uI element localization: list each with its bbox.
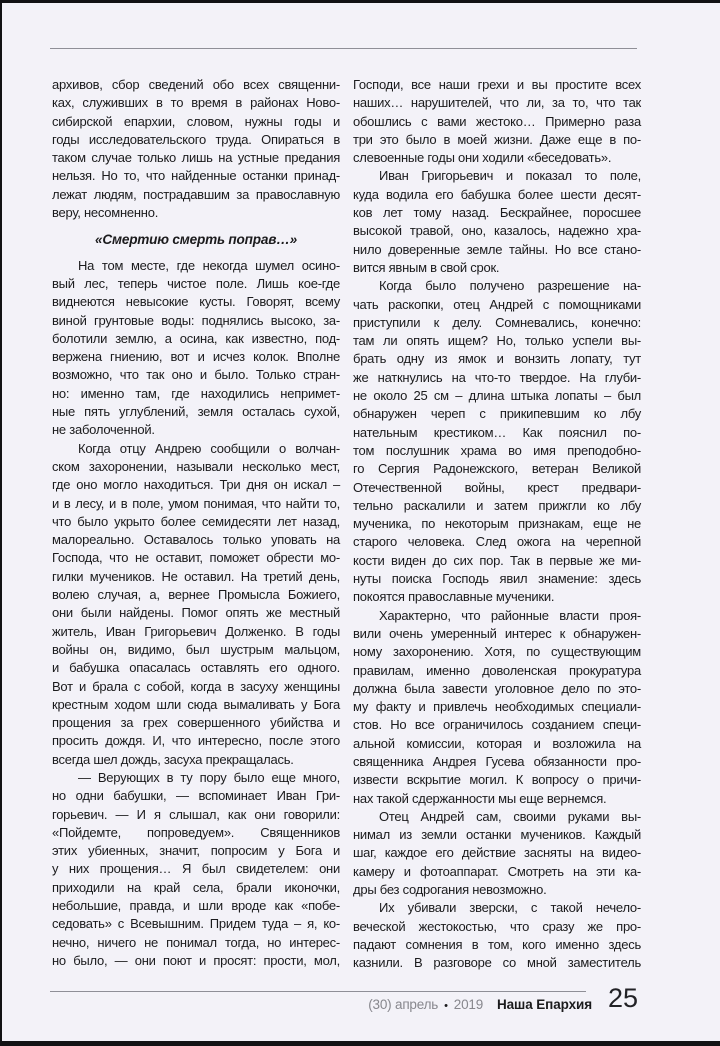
text-line: нечно, ничего не понимал тогда, но интерес-: [52, 934, 340, 950]
text-line: том послушник храма во имя преподобно-: [353, 442, 641, 458]
text-line: же наткнулись на что-то твердое. На глуби-: [353, 369, 641, 385]
text-line: три это было в моей жизни. Даже еще в по-: [353, 131, 641, 147]
text-line: и бабушка опасалась оставлять его одного.: [52, 660, 340, 676]
text-line: брать одну из ямок и вонзить лопату, тут: [353, 351, 641, 367]
text-line: возможно, что так оно и было. Только стран-: [52, 367, 340, 383]
text-line: ках, служивших в то время в районах Ново-: [52, 95, 340, 111]
text-line: нах такой сдержанности мы еще вернемся.: [353, 790, 607, 806]
text-line: войны он, видимо, был шустрым мальцом,: [52, 641, 340, 657]
text-line: болотили землю, а осина, как известно, под-: [52, 330, 340, 346]
paragraph: [353, 899, 641, 972]
text-line: и в лесу, и в поле, умом понимая, что найти то,: [52, 495, 340, 511]
text-line: веру, несомненно.: [52, 205, 159, 221]
text-line: небольшие, правда, и шли вроде как «побе-: [52, 898, 340, 914]
text-line: должна была завести уголовное дело по это-: [353, 680, 641, 696]
text-line: вержена гниению, вот и исчез колок. Вполне: [52, 349, 340, 365]
text-line: приходили на край села, брали иконочки,: [52, 879, 340, 895]
text-line: Господа, что не оставит, поможет обрести мо-: [52, 550, 340, 566]
text-line: виднеются невысокие кусты. Говорят, всему: [52, 294, 340, 310]
text-line: обошлись с вами жестоко… Примерно раза: [353, 113, 641, 129]
scan-edge-bottom: [0, 1041, 720, 1046]
paragraph: [353, 76, 641, 167]
text-line: всегда шел дождь, засуха прекращалась.: [52, 751, 294, 767]
paragraph: [52, 76, 340, 222]
text-line: веческой жестокостью, что сразу же про-: [353, 918, 641, 934]
text-line: му факту и привлечь необходимых специали-: [353, 699, 641, 715]
text-line: правилам, именно доволенская прокуратура: [353, 662, 641, 678]
paragraph: [52, 769, 340, 970]
text-line: обнаружен череп с прикипевшим ко лбу: [353, 406, 641, 422]
text-line: горьевич. — И я слышал, как они говорили:: [52, 806, 340, 822]
text-line: просить дождя. И, что интересно, после этого: [52, 733, 340, 749]
text-line: но: именно там, где находились непримет-: [52, 385, 340, 401]
text-line: На том месте, где некогда шумел осино-: [78, 257, 340, 273]
text-line: сибирской епархии, словом, нужны годы и: [52, 113, 340, 129]
footer-year: 2019: [453, 997, 483, 1012]
text-line: не заболоченной.: [52, 422, 155, 438]
text-line: покоятся православные мученики.: [353, 589, 555, 605]
paragraph: [353, 277, 641, 606]
text-line: прощения за грех совершенного убийства и: [52, 715, 340, 731]
text-line: Господи, все наши грехи и вы простите всех: [353, 77, 641, 92]
text-line: они были найдены. Помог опять же местный: [52, 605, 340, 621]
text-line: но одни бабушки, — вспоминает Иван Гри-: [52, 788, 340, 804]
text-line: слевоенные годы они ходили «беседовать».: [353, 150, 612, 166]
text-line: старого человека. След ожога на черепной: [353, 534, 641, 550]
text-line: Иван Григорьевич и показал то поле,: [379, 168, 641, 184]
text-line: стов. Но все ограничилось созданием специ-: [353, 717, 641, 733]
text-line: ков лет тому назад. Бескрайнее, поросшее: [353, 205, 641, 221]
text-line: вили очень умеренный интерес к обнаружен-: [353, 625, 641, 641]
text-line: житель, Иван Григорьевич Долженко. В годы: [52, 623, 340, 639]
text-line: Вот и брала с собой, когда в засуху женщины: [52, 678, 340, 694]
footer-issue: (30) апрель: [368, 997, 439, 1012]
text-line: ные пять углублений, земля осталась сухой,: [52, 404, 340, 420]
paragraph: [52, 257, 340, 440]
text-line: не около 25 см – длина штыка лопаты – был: [353, 388, 641, 404]
text-line: кости виден до сих пор. Так в первые же ми-: [353, 552, 641, 568]
text-line: извести вскрытие могил. К вопросу о причи-: [353, 772, 641, 788]
text-line: дры без содрогания невозможно.: [353, 882, 547, 898]
text-line: куда водила его бабушка более шести десят-: [353, 186, 641, 202]
text-line: крестным ходом шли сюда вымаливать у Бога: [52, 696, 340, 712]
text-line: вый лес, теперь чистое поле. Лишь кое-где: [52, 275, 340, 291]
text-line: казнили. В разговоре со мной заместитель: [353, 955, 641, 971]
footer-publication: Наша Епархия: [497, 997, 592, 1012]
text-line: го Сергия Радонежского, ветеран Великой: [353, 461, 641, 477]
text-line: альной комиссии, которая и возложила на: [353, 735, 641, 751]
page-number: 25: [607, 983, 638, 1013]
text-line: наших… нарушителей, что ли, за то, что так: [353, 95, 641, 111]
text-line: Отец Андрей сам, своими руками вы-: [379, 808, 641, 824]
text-line: «Пойдемте, попроведуем». Священников: [52, 824, 340, 840]
text-line: волею случая, а, вернее Промысла Божиего,: [52, 587, 340, 603]
text-line: лежат людям, пострадавшим за православную: [52, 186, 340, 202]
left-column: [52, 76, 340, 973]
text-line: ному захоронению. Хотя, по существующим: [353, 644, 641, 660]
text-line: малореально. Оставалось только уповать на: [52, 532, 340, 548]
text-line: что было укрыто более семидесяти лет назад,: [52, 513, 340, 529]
footer: [50, 997, 592, 1012]
scan-edge-left: [0, 0, 2, 1046]
text-line: Характерно, что районные власти проя-: [379, 607, 641, 623]
text-line: — Верующих в ту пору было еще много,: [78, 769, 340, 785]
text-line: падают сомнения в том, кого именно здесь: [353, 936, 641, 952]
paragraph: [353, 167, 641, 277]
right-column: [353, 76, 641, 973]
text-line: нимал из земли останки мучеников. Каждый: [353, 827, 641, 843]
text-line: вится явным в свой срок.: [353, 259, 500, 275]
text-line: у них прощения… Я был свидетелем: они: [52, 861, 340, 877]
text-line: Когда отцу Андрею сообщили о волчан-: [78, 440, 340, 456]
text-line: нило доверенные земле тайны. Но все стано-: [353, 241, 641, 257]
header-rule: [50, 48, 637, 49]
text-line: седовать» с Всевышним. Придем туда – я, ко-: [52, 916, 340, 932]
text-line: Их убивали зверски, с такой нечело-: [379, 900, 641, 916]
text-line: архивов, сбор сведений обо всех священни-: [52, 77, 340, 92]
article-body: [52, 76, 642, 973]
text-line: виной грунтовые воды: поднялись высоко, за-: [52, 312, 340, 328]
footer-rule: [50, 991, 586, 992]
text-line: годы исследовательского труда. Опираться в: [52, 131, 340, 147]
text-line: нуты поиска Господь явил знамение: здесь: [353, 571, 641, 587]
text-line: Отечественной войны, крест предвари-: [353, 479, 641, 495]
text-line: высокой травой, оно, казалось, надежно хра-: [353, 223, 641, 239]
text-line: мученика, по некоторым признакам, еще не: [353, 516, 641, 532]
text-line: но было, — они поют и просят: прости, мол,: [52, 952, 340, 968]
text-line: камеру и фотоаппарат. Смотреть на эти ка-: [353, 863, 641, 879]
scan-edge-top: [0, 0, 720, 3]
footer-bullet-icon: •: [444, 1000, 448, 1012]
section-heading: «Смертию смерть поправ…»: [95, 232, 297, 248]
text-line: ском захоронении, называли несколько мест,: [52, 458, 340, 474]
paragraph: [52, 440, 340, 769]
text-line: где оно могло находиться. Три дня он искал –: [52, 477, 340, 493]
text-line: священника Андрея Гусева обязанности про-: [353, 753, 641, 769]
paragraph: [353, 607, 641, 808]
text-line: приступили к делу. Сомневались, конечно:: [353, 314, 641, 330]
text-line: шаг, каждое его действие засняты на видео-: [353, 845, 641, 861]
text-line: чать раскопки, отец Андрей с помощниками: [353, 296, 641, 312]
text-line: тельно раскалили и затем прижгли ко лбу: [353, 497, 641, 513]
text-line: Когда было получено разрешение на-: [379, 278, 641, 294]
text-line: гилки мучеников. Не оставил. На третий день,: [52, 568, 340, 584]
text-line: там ли опять ищем? Но, только успели вы-: [353, 333, 641, 349]
text-line: этих убиенных, значит, попросим у Бога и: [52, 843, 340, 859]
text-line: нельзя. Но то, что найденные останки принад-: [52, 168, 340, 184]
text-line: таком случае только лишь на устные предания: [52, 150, 340, 166]
text-line: нательным крестиком… Как пояснил по-: [353, 424, 641, 440]
paragraph: [353, 808, 641, 899]
